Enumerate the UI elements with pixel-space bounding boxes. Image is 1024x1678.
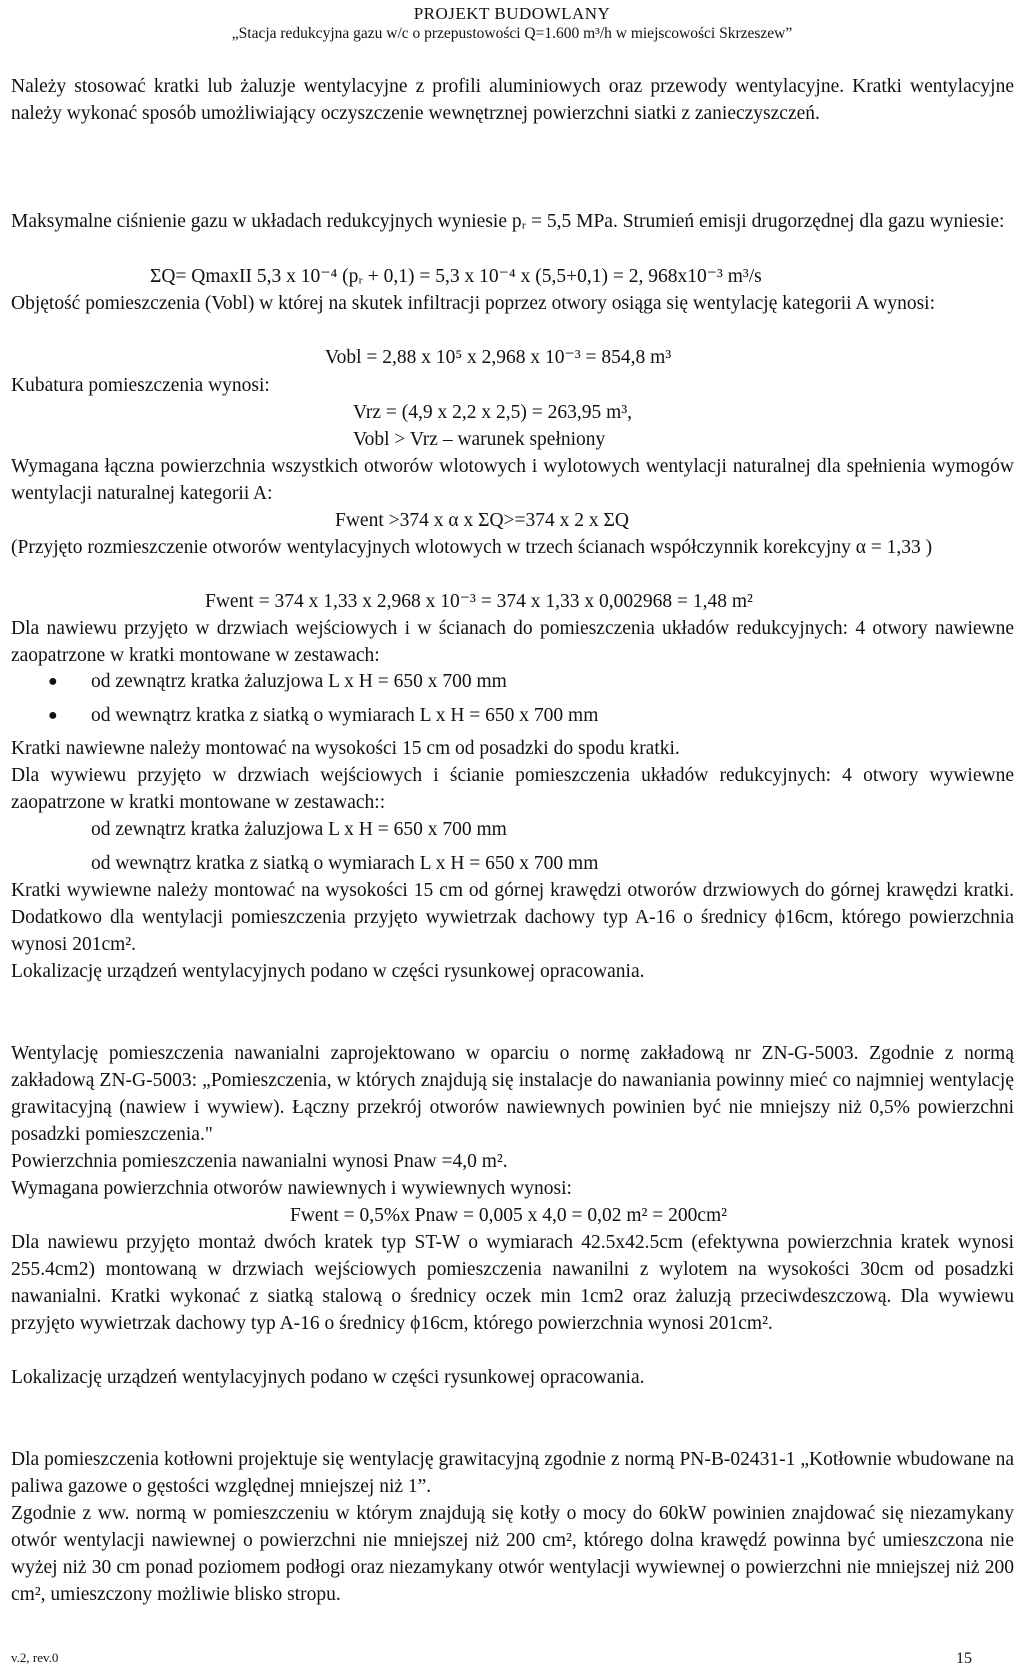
formula-fwent-result: Fwent = 374 x 1,33 x 2,968 x 10⁻³ = 374 x 1,33 x 0,002968 = 1,48 m² [205,591,753,612]
list-item-exhaust-inner: od wewnątrz kratka z siatką o wymiarach L x H = 650 x 700 mm [91,853,599,874]
bullet-dot: ● [48,707,58,724]
formula-fwent: Fwent >374 x α x ΣQ>=374 x 2 x ΣQ [335,510,629,531]
paragraph-odorization-area: Powierzchnia pomieszczenia nawanialni wynosi Pnaw =4,0 m². [11,1151,508,1172]
project-subtitle: „Stacja redukcyjna gazu w/c o przepustowości Q=1.600 m³/h w miejscowości Skrzeszew” [231,25,793,42]
project-title: PROJEKT BUDOWLANY [413,4,611,23]
formula-condition: Vobl > Vrz – warunek spełniony [353,429,606,450]
paragraph-grilles: Należy stosować kratki lub żaluzje wentylacyjne z profili aluminiowych oraz przewody wentylacyjne. Kratki wentylacyjne należy wykonać sposób umożliwiający oczyszczenie wewnętrznej powierzchni siatki z zanieczyszczeń. [11,76,1014,124]
formula-emission-stream: ΣQ= QmaxII 5,3 x 10⁻⁴ (pᵣ + 0,1) = 5,3 x 10⁻⁴ x (5,5+0,1) = 2, 968x10⁻³ m³/s [150,266,762,287]
paragraph-required-area: Wymagana łączna powierzchnia wszystkich otworów wlotowych i wylotowych wentylacji naturalnej dla spełnienia wymogów wentylacji naturalnej kategorii A: [11,456,1014,504]
paragraph-exhaust-mounting: Kratki wywiewne należy montować na wysokości 15 cm od górnej krawędzi otworów drzwiowych do górnej krawędzi kratki. Dodatkowo dla wentylacji pomieszczenia przyjęto wywietrzak dachowy typ A-16 o średnicy ϕ16cm, którego powierzchnia wynosi 201cm². [11,880,1014,955]
formula-vobl: Vobl = 2,88 x 10⁵ x 2,968 x 10⁻³ = 854,8 m³ [325,347,672,368]
footer-version: v.2, rev.0 [11,1650,59,1665]
paragraph-room-volume: Objętość pomieszczenia (Vobl) w której na skutek infiltracji poprzez otwory osiąga się wentylację kategorii A wynosi: [11,293,936,314]
paragraph-boiler-room: Dla pomieszczenia kotłowni projektuje się wentylację grawitacyjną zgodnie z normą PN-B-02431-1 „Kotłownie wbudowane na paliwa gazowe o gęstości względnej mniejszej niż 1”. [11,1449,1014,1497]
paragraph-required-openings: Wymagana powierzchnia otworów nawiewnych i wywiewnych wynosi: [11,1178,572,1199]
paragraph-boiler-standard: Zgodnie z ww. normą w pomieszczeniu w którym znajdują się kotły o mocy do 60kW powinien znajdować się niezamykany otwór wentylacji nawiewnej o powierzchni nie mniejszej niż 200 cm², którego dolna krawędź powinna być umieszczona nie wyżej niż 30 cm ponad poziomem podłogi oraz niezamykany otwór wentylacji wywiewnej o powierzchni nie mniejszej niż 200 cm², umieszczony możliwie blisko stropu. [11,1503,1014,1605]
paragraph-supply-air: Dla nawiewu przyjęto w drzwiach wejściowych i w ścianach do pomieszczenia układów redukcyjnych: 4 otwory nawiewne zaopatrzone w kratki montowane w zestawach: [11,618,1014,666]
list-item-exhaust-outer: od zewnątrz kratka żaluzjowa L x H = 650 x 700 mm [91,819,507,840]
paragraph-cubature: Kubatura pomieszczenia wynosi: [11,375,270,396]
paragraph-correction-factor: (Przyjęto rozmieszczenie otworów wentylacyjnych wlotowych w trzech ścianach współczynnik korekcyjny α = 1,33 ) [11,537,933,558]
list-item-supply-inner: od wewnątrz kratka z siatką o wymiarach L x H = 650 x 700 mm [91,705,599,726]
paragraph-exhaust-air: Dla wywiewu przyjęto w drzwiach wejściowych i ścianie pomieszczenia układów redukcyjnych: 4 otwory wywiewne zaopatrzone w kratki montowane w zestawach:: [11,765,1014,813]
paragraph-location-note-2: Lokalizację urządzeń wentylacyjnych podano w części rysunkowej opracowania. [11,1367,645,1388]
list-item-supply-outer: od zewnątrz kratka żaluzjowa L x H = 650 x 700 mm [91,671,507,692]
page-header [0,4,1024,44]
page-number: 15 [956,1650,972,1667]
paragraph-odorization-room: Wentylację pomieszczenia nawanialni zaprojektowano w oparciu o normę zakładową nr ZN-G-5003. Zgodnie z normą zakładową ZN-G-5003: „Pomieszczenia, w których znajdują się instalacje do nawaniania powinny mieć co najmniej wentylację grawitacyjną (nawiew i wywiew). Łączny przekrój otworów nawiewnych powinien być nie mniejszy niż 0,5% powierzchni posadzki pomieszczenia." [11,1043,1014,1145]
paragraph-supply-mounting: Kratki nawiewne należy montować na wysokości 15 cm od posadzki do spodu kratki. [11,738,680,759]
paragraph-max-pressure: Maksymalne ciśnienie gazu w układach redukcyjnych wyniesie pᵣ = 5,5 MPa. Strumień emisji drugorzędnej dla gazu wyniesie: [11,211,1005,232]
paragraph-location-note: Lokalizację urządzeń wentylacyjnych podano w części rysunkowej opracowania. [11,961,645,982]
formula-odorization-fwent: Fwent = 0,5%x Pnaw = 0,005 x 4,0 = 0,02 m² = 200cm² [290,1205,727,1226]
formula-vrz: Vrz = (4,9 x 2,2 x 2,5) = 263,95 m³, [353,402,633,423]
bullet-dot: ● [48,673,58,690]
paragraph-odorization-grilles: Dla nawiewu przyjęto montaż dwóch kratek typ ST-W o wymiarach 42.5x42.5cm (efektywna powierzchnia kratek wynosi 255.4cm2) montowaną w drzwiach wejściowych pomieszczenia nawanilni z wylotem na wysokości 30cm od posadzki nawanialni. Kratki wykonać z siatką stalową o średnicy oczek min 1cm2 oraz żaluzją przeciwdeszczową. Dla wywiewu przyjęto wywietrzak dachowy typ A-16 o średnicy ϕ16cm, którego powierzchnia wynosi 201cm². [11,1232,1014,1334]
